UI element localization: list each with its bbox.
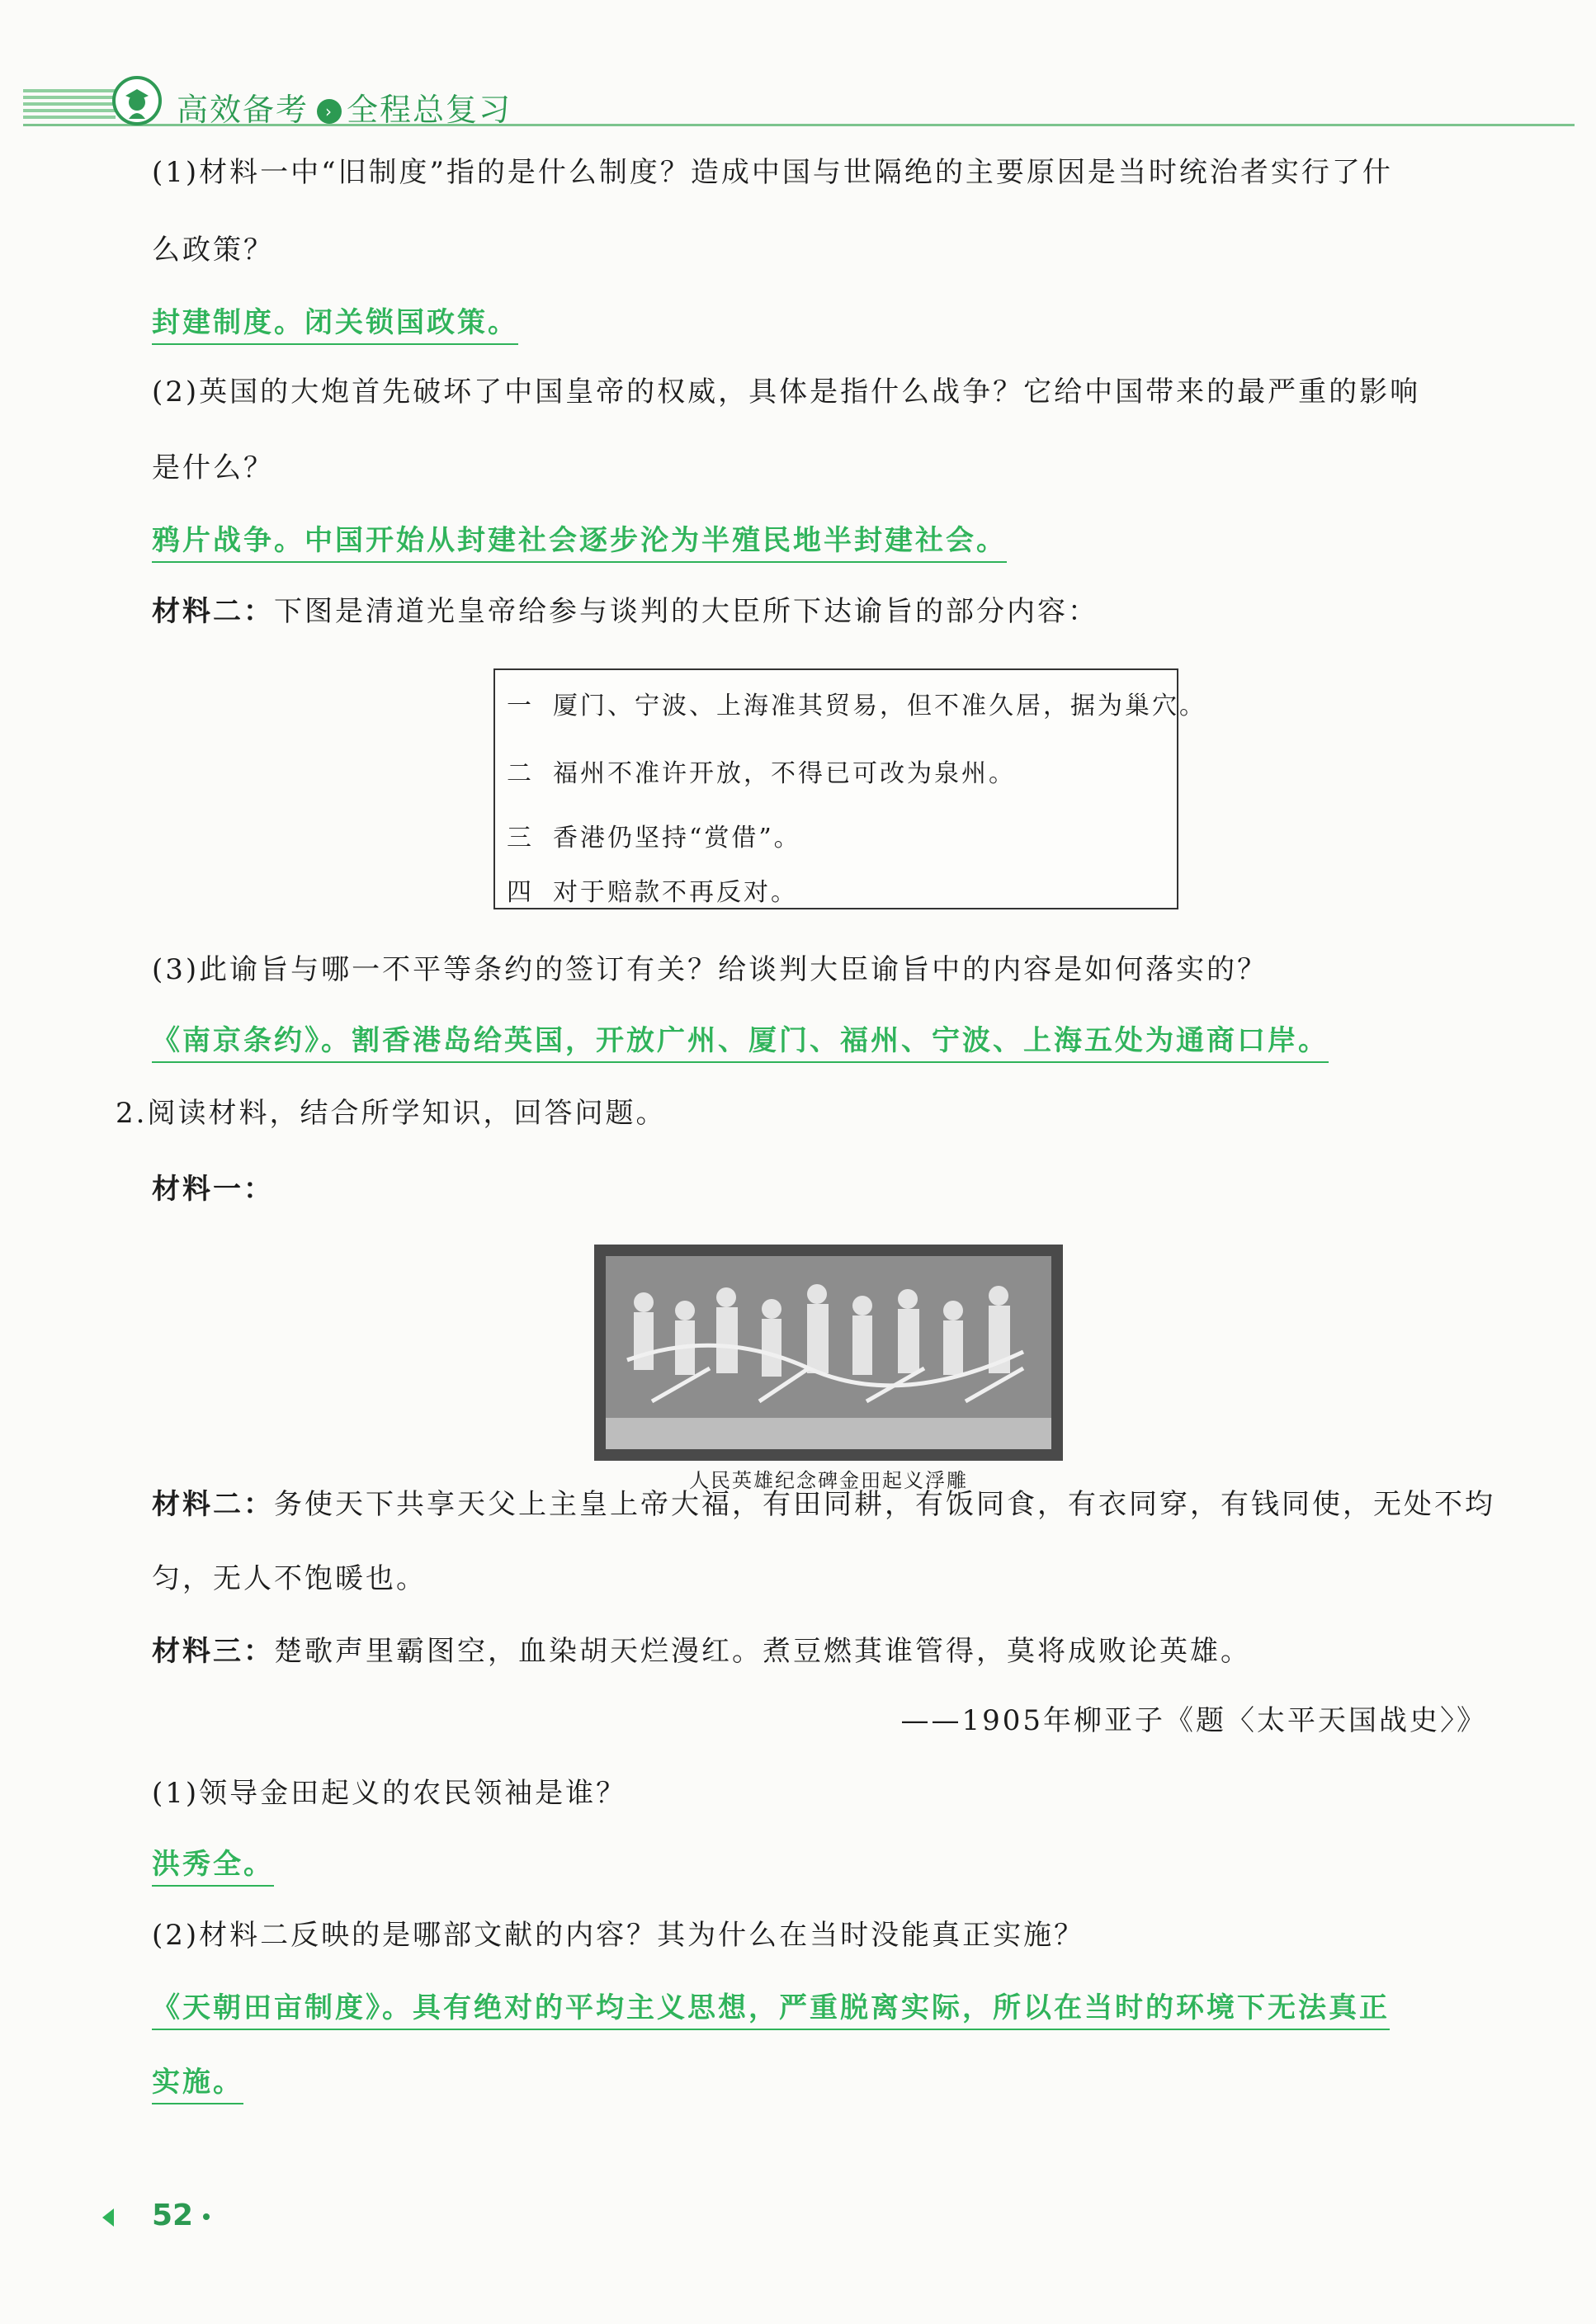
material-text: 务使天下共享天父上主皇上帝大福，有田同耕，有饭同食，有衣同穿，有钱同使，无处不均 <box>274 1488 1495 1521</box>
q1-sub1-line1: (1)材料一中“旧制度”指的是什么制度？造成中国与世隔绝的主要原因是当时统治者实行了什 <box>152 156 1393 189</box>
edict-row-text: 厦门、宁波、上海准其贸易，但不准久居，据为巢穴。 <box>553 692 1206 720</box>
header-title-part1: 高效备考 <box>177 92 309 128</box>
q2-material2-line2: 匀，无人不饱暖也。 <box>152 1562 427 1595</box>
image-caption: 人民英雄纪念碑金田起义浮雕 <box>689 1469 968 1492</box>
q2-answer1: 洪秀全。 <box>152 1845 274 1887</box>
relief-sculpture-image <box>594 1245 1063 1461</box>
material-text: 下图是清道光皇帝给参与谈判的大臣所下达谕旨的部分内容： <box>274 595 1098 628</box>
q2-sub2: (2)材料二反映的是哪部文献的内容？其为什么在当时没能真正实施？ <box>152 1919 1085 1952</box>
material-label: 材料二： <box>152 1488 274 1521</box>
q1-sub2-line2: 是什么？ <box>152 451 274 484</box>
q1-answer3: 《南京条约》。割香港岛给英国，开放广州、厦门、福州、宁波、上海五处为通商口岸。 <box>152 1022 1329 1063</box>
triangle-left-icon <box>102 2208 114 2227</box>
material-label: 材料三： <box>152 1635 274 1668</box>
q2-material1-label: 材料一： <box>152 1173 274 1206</box>
edict-table <box>493 668 1206 909</box>
edict-row <box>507 685 1206 721</box>
header-title <box>177 84 512 130</box>
q2-sub1: (1)领导金田起义的农民领袖是谁？ <box>152 1777 627 1810</box>
header-stripes <box>23 89 116 125</box>
chevron-right-icon: › <box>317 99 342 124</box>
edict-row-text: 对于赔款不再反对。 <box>553 878 798 907</box>
edict-row-number: 四 <box>507 878 534 907</box>
q1-material2 <box>152 593 1098 631</box>
edict-row-number: 三 <box>507 824 534 853</box>
q1-answer1: 封建制度。闭关锁国政策。 <box>152 304 518 345</box>
student-logo-icon <box>112 76 162 125</box>
edict-row-text: 福州不准许开放，不得已可改为泉州。 <box>553 759 1016 788</box>
q1-sub3: (3)此谕旨与哪一不平等条约的签订有关？给谈判大臣谕旨中的内容是如何落实的？ <box>152 953 1268 986</box>
q2-answer2-line1: 《天朝田亩制度》。具有绝对的平均主义思想，严重脱离实际，所以在当时的环境下无法真正 <box>152 1989 1390 2030</box>
q2-material3 <box>152 1632 1251 1670</box>
material-text: 楚歌声里霸图空，血染胡天烂漫红。煮豆燃萁谁管得，莫将成败论英雄。 <box>274 1635 1251 1668</box>
edict-row <box>507 753 1016 789</box>
edict-row-number: 二 <box>507 759 534 788</box>
material-label: 材料二： <box>152 595 274 628</box>
page-number: 52 <box>152 2199 194 2232</box>
q1-sub2-line1: (2)英国的大炮首先破坏了中国皇帝的权威，具体是指什么战争？它给中国带来的最严重的影响 <box>152 376 1421 409</box>
edict-row <box>507 817 801 853</box>
edict-row <box>507 872 798 908</box>
q2-material3-source: ——1905年柳亚子《题〈太平天国战史〉》 <box>900 1704 1487 1737</box>
q1-answer2: 鸦片战争。中国开始从封建社会逐步沦为半殖民地半封建社会。 <box>152 522 1007 563</box>
q2-answer2-line2: 实施。 <box>152 2063 243 2104</box>
q2-material2-line1 <box>152 1486 1495 1523</box>
header-title-part2: 全程总复习 <box>347 92 512 128</box>
edict-row-number: 一 <box>507 692 534 720</box>
bullet-dot-icon <box>203 2213 210 2220</box>
q2-intro: 2.阅读材料，结合所学知识，回答问题。 <box>116 1097 667 1130</box>
q1-sub1-line2: 么政策？ <box>152 234 274 267</box>
edict-row-text: 香港仍坚持“赏借”。 <box>553 824 801 853</box>
